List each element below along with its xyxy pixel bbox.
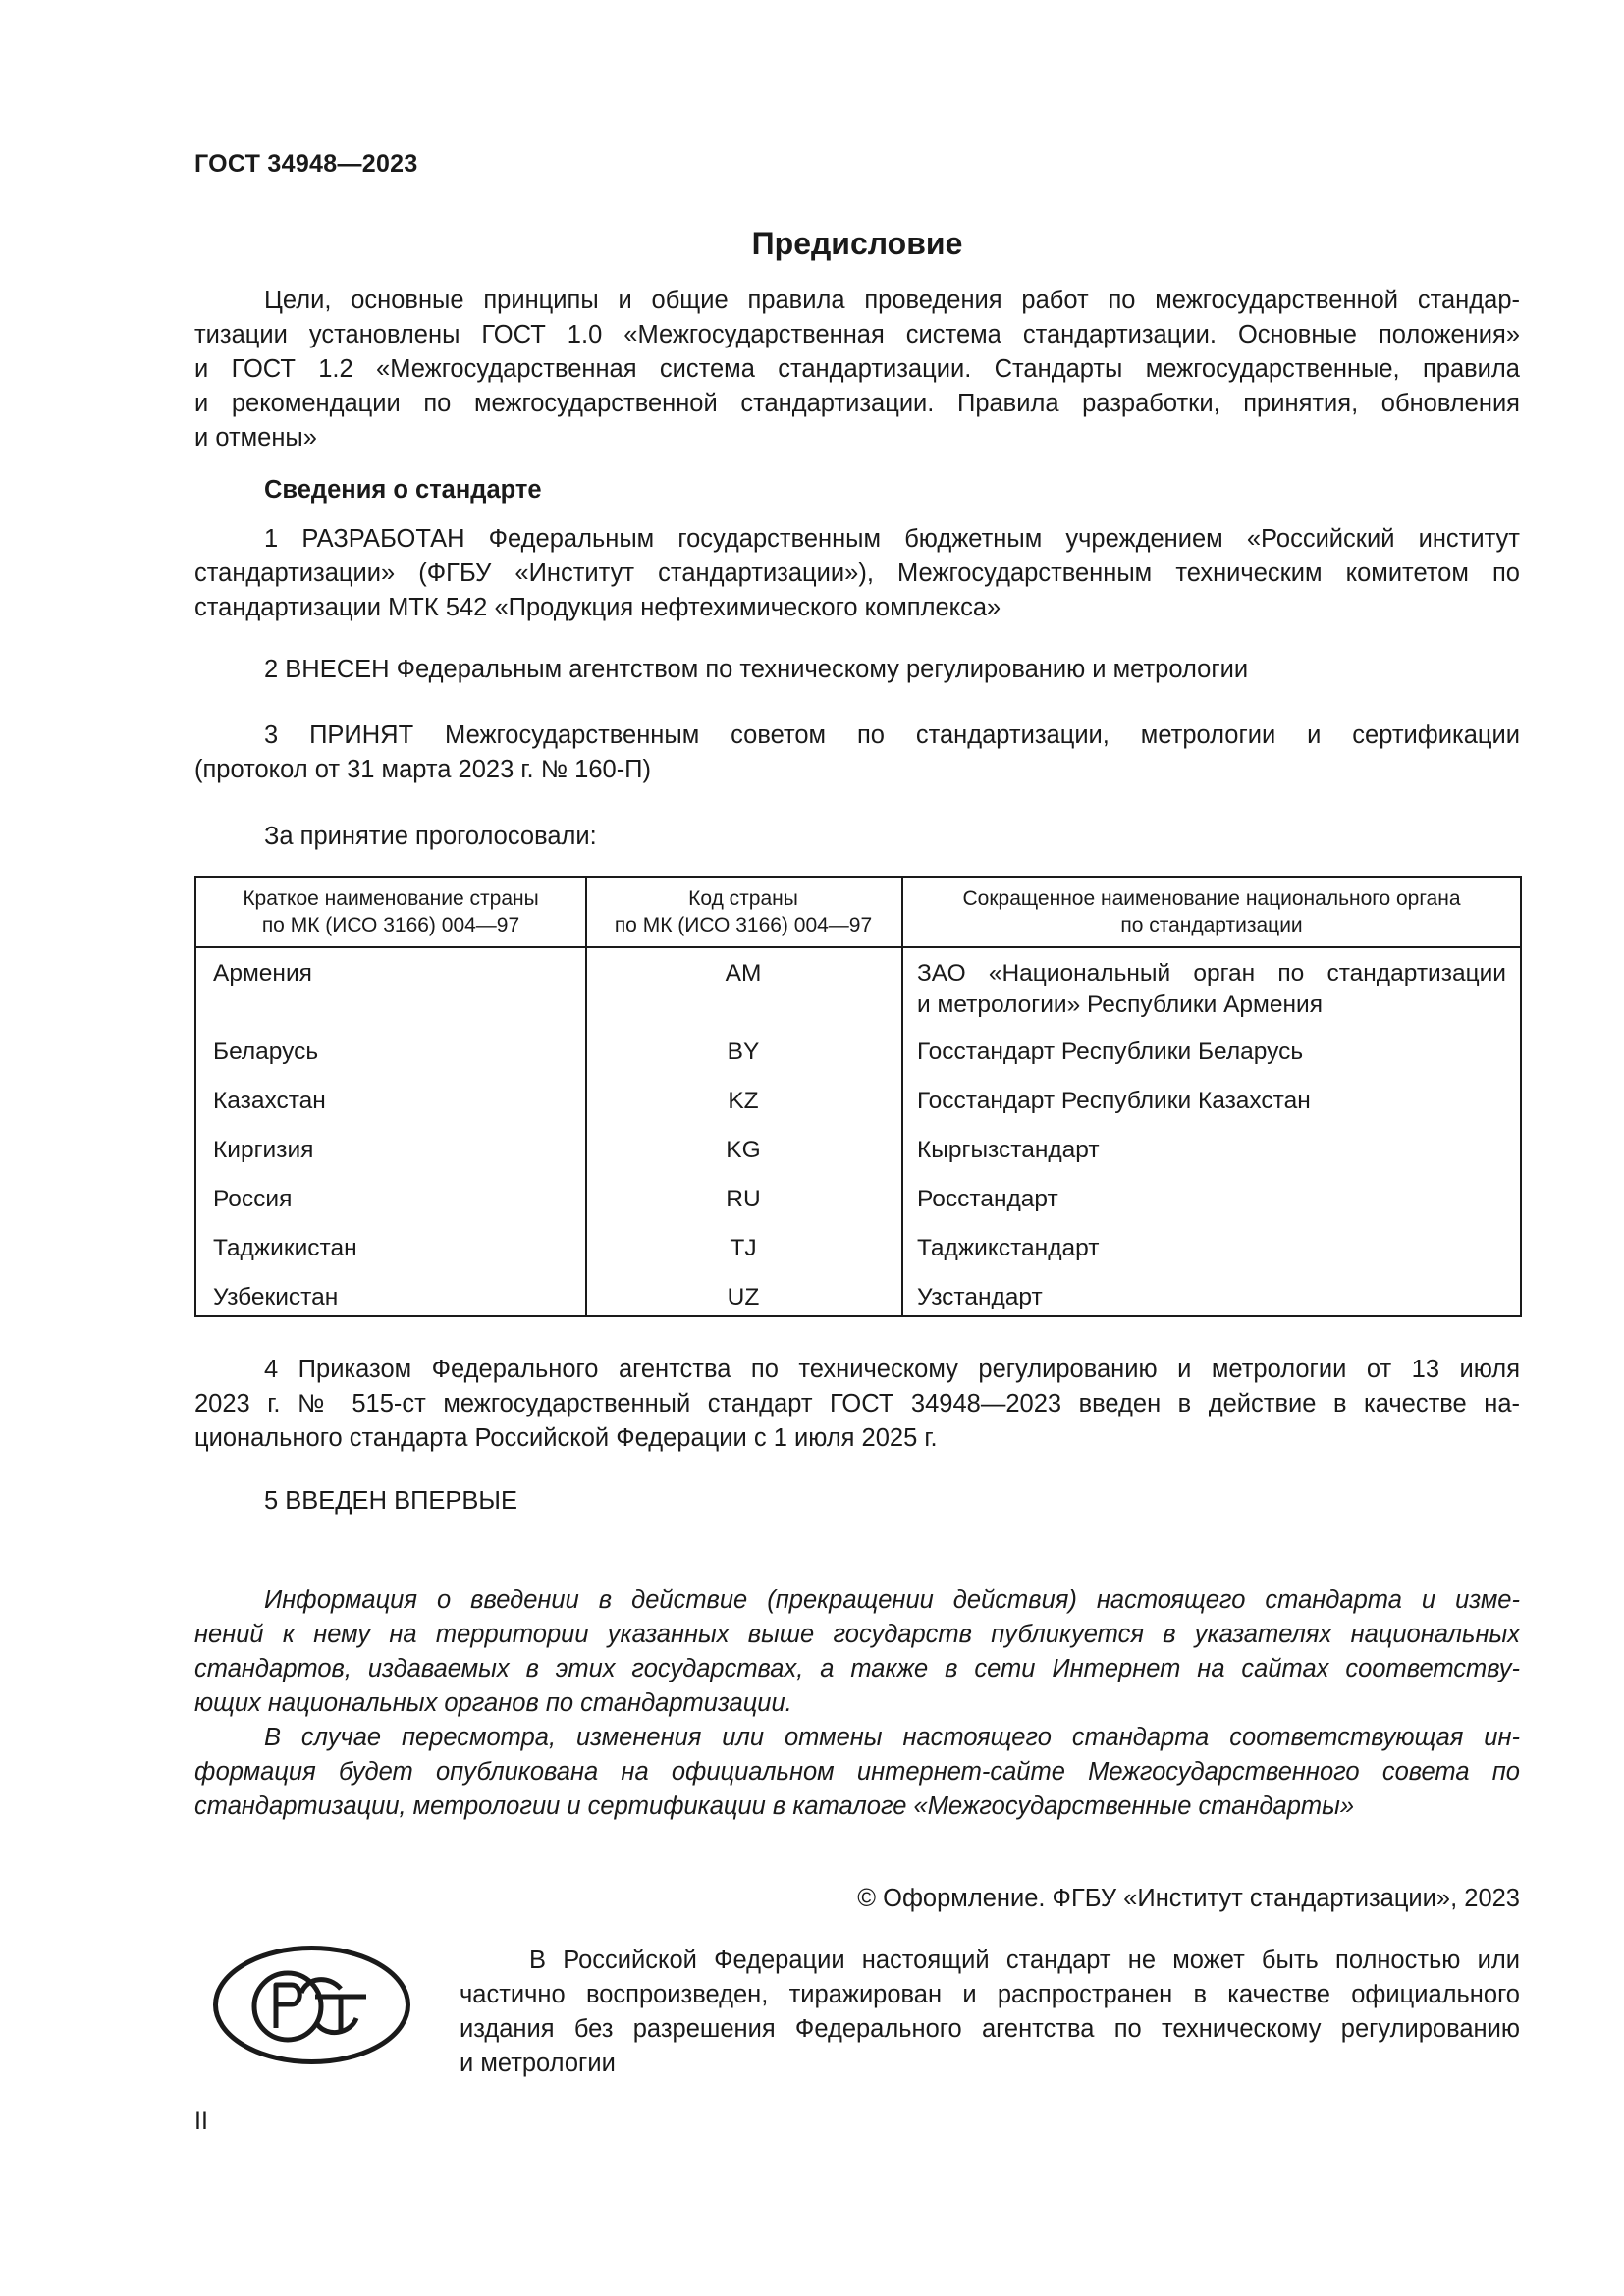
text-line: и метрологии bbox=[460, 2050, 616, 2077]
table-cell-code: UZ bbox=[727, 1284, 760, 1310]
table-cell-country: Узбекистан bbox=[213, 1284, 339, 1310]
info-paragraph-2 bbox=[194, 1721, 1520, 1824]
item-3-paragraph bbox=[194, 719, 1520, 787]
info-heading: Сведения о стандарте bbox=[264, 476, 542, 504]
page-number: II bbox=[194, 2108, 208, 2135]
text-line: стандартов, издаваемых в этих государствах, а также в сети Интернет на сайтах соответству- bbox=[194, 1655, 1520, 1682]
intro-paragraph bbox=[194, 284, 1520, 455]
text-line: 3 ПРИНЯТ Межгосударственным советом по стандартизации, метрологии и сертификации bbox=[264, 721, 1520, 749]
item-5-paragraph: 5 ВВЕДЕН ВПЕРВЫЕ bbox=[264, 1487, 518, 1515]
header-line: Сокращенное наименование национального органа bbox=[962, 887, 1461, 910]
table-header-country bbox=[196, 885, 585, 938]
text-line: и метрологии» Республики Армения bbox=[917, 991, 1323, 1018]
text-line: стандартизации, метрологии и сертификации в каталоге «Межгосударственные стандарты» bbox=[194, 1792, 1355, 1820]
table-cell-country: Киргизия bbox=[213, 1137, 314, 1163]
table-cell-body: Госстандарт Республики Казахстан bbox=[917, 1088, 1311, 1114]
text-line: (протокол от 31 марта 2023 г. № 160-П) bbox=[194, 756, 652, 783]
item-2-paragraph: 2 ВНЕСЕН Федеральным агентством по техническому регулированию и метрологии bbox=[264, 656, 1249, 683]
document-id: ГОСТ 34948—2023 bbox=[194, 150, 418, 178]
text-line: и рекомендации по межгосударственной стандартизации. Правила разработки, принятия, обновления bbox=[194, 390, 1520, 417]
table-cell-country: Таджикистан bbox=[213, 1235, 357, 1261]
table-cell-code: AM bbox=[725, 960, 762, 987]
voting-table bbox=[194, 876, 1522, 1317]
table-cell-country: Армения bbox=[213, 960, 312, 987]
table-cell-code: BY bbox=[727, 1039, 760, 1065]
text-line: 4 Приказом Федерального агентства по техническому регулированию и метрологии от 13 июля bbox=[264, 1356, 1520, 1383]
text-line: формация будет опубликована на официальном интернет-сайте Межгосударственного совета по bbox=[194, 1758, 1520, 1786]
table-cell-country: Беларусь bbox=[213, 1039, 319, 1065]
text-line: и отмены» bbox=[194, 424, 317, 452]
table-cell-body: Узстандарт bbox=[917, 1284, 1043, 1310]
item-4-paragraph bbox=[194, 1353, 1520, 1456]
text-line: В случае пересмотра, изменения или отмены настоящего стандарта соответствующая ин- bbox=[264, 1724, 1520, 1751]
text-line: В Российской Федерации настоящий стандарт не может быть полностью или bbox=[529, 1947, 1520, 1974]
text-line: ющих национальных органов по стандартизации. bbox=[194, 1689, 792, 1717]
table-cell-body: Госстандарт Республики Беларусь bbox=[917, 1039, 1304, 1065]
header-line: Краткое наименование страны bbox=[243, 887, 539, 910]
header-line: по МК (ИСО 3166) 004—97 bbox=[261, 914, 520, 936]
text-line: издания без разрешения Федерального агентства по техническому регулированию bbox=[460, 2015, 1520, 2043]
table-cell-country: Казахстан bbox=[213, 1088, 326, 1114]
text-line: 2023 г. № 515-ст межгосударственный стандарт ГОСТ 34948—2023 введен в действие в качестве на- bbox=[194, 1390, 1520, 1417]
table-cell-body bbox=[917, 958, 1506, 1021]
header-line: Код страны bbox=[688, 887, 798, 910]
text-line: 1 РАЗРАБОТАН Федеральным государственным бюджетным учреждением «Российский институт bbox=[264, 525, 1520, 553]
table-divider bbox=[901, 878, 903, 1315]
table-divider bbox=[196, 946, 1520, 948]
text-line: ЗАО «Национальный орган по стандартизации bbox=[917, 960, 1506, 987]
table-cell-body: Росстандарт bbox=[917, 1186, 1058, 1212]
text-line: и ГОСТ 1.2 «Межгосударственная система стандартизации. Стандарты межгосударственные, правила bbox=[194, 355, 1520, 383]
copyright-notice: © Оформление. ФГБУ «Институт стандартизации», 2023 bbox=[857, 1885, 1520, 1912]
text-line: нений к нему на территории указанных выше государств публикуется в указателях национальных bbox=[194, 1621, 1520, 1648]
table-cell-code: TJ bbox=[730, 1235, 757, 1261]
info-paragraph-1 bbox=[194, 1583, 1520, 1721]
table-cell-body: Таджикстандарт bbox=[917, 1235, 1100, 1261]
text-line: стандартизации МТК 542 «Продукция нефтехимического комплекса» bbox=[194, 594, 1001, 621]
reproduction-notice bbox=[460, 1944, 1520, 2081]
table-header-code bbox=[585, 885, 901, 938]
table-header-body bbox=[901, 885, 1522, 938]
header-line: по стандартизации bbox=[1120, 914, 1303, 936]
table-cell-code: KG bbox=[726, 1137, 761, 1163]
text-line: ционального стандарта Российской Федерации с 1 июля 2025 г. bbox=[194, 1424, 938, 1452]
text-line: стандартизации» (ФГБУ «Институт стандартизации»), Межгосударственным техническим комитетом по bbox=[194, 560, 1520, 587]
item-1-paragraph bbox=[194, 522, 1520, 625]
header-line: по МК (ИСО 3166) 004—97 bbox=[614, 914, 873, 936]
text-line: Информация о введении в действие (прекращении действия) настоящего стандарта и изме- bbox=[264, 1586, 1520, 1614]
text-line: Цели, основные принципы и общие правила проведения работ по межгосударственной стандар- bbox=[264, 287, 1520, 314]
page-title: Предисловие bbox=[751, 226, 963, 261]
text-line: частично воспроизведен, тиражирован и распространен в качестве официального bbox=[460, 1981, 1520, 2008]
voted-label: За принятие проголосовали: bbox=[264, 823, 597, 850]
table-cell-body: Кыргызстандарт bbox=[917, 1137, 1100, 1163]
table-cell-country: Россия bbox=[213, 1186, 293, 1212]
table-cell-code: RU bbox=[726, 1186, 761, 1212]
text-line: тизации установлены ГОСТ 1.0 «Межгосударственная система стандартизации. Основные положения» bbox=[194, 321, 1520, 348]
rst-certification-mark-icon bbox=[211, 1944, 412, 2066]
table-cell-code: KZ bbox=[728, 1088, 759, 1114]
